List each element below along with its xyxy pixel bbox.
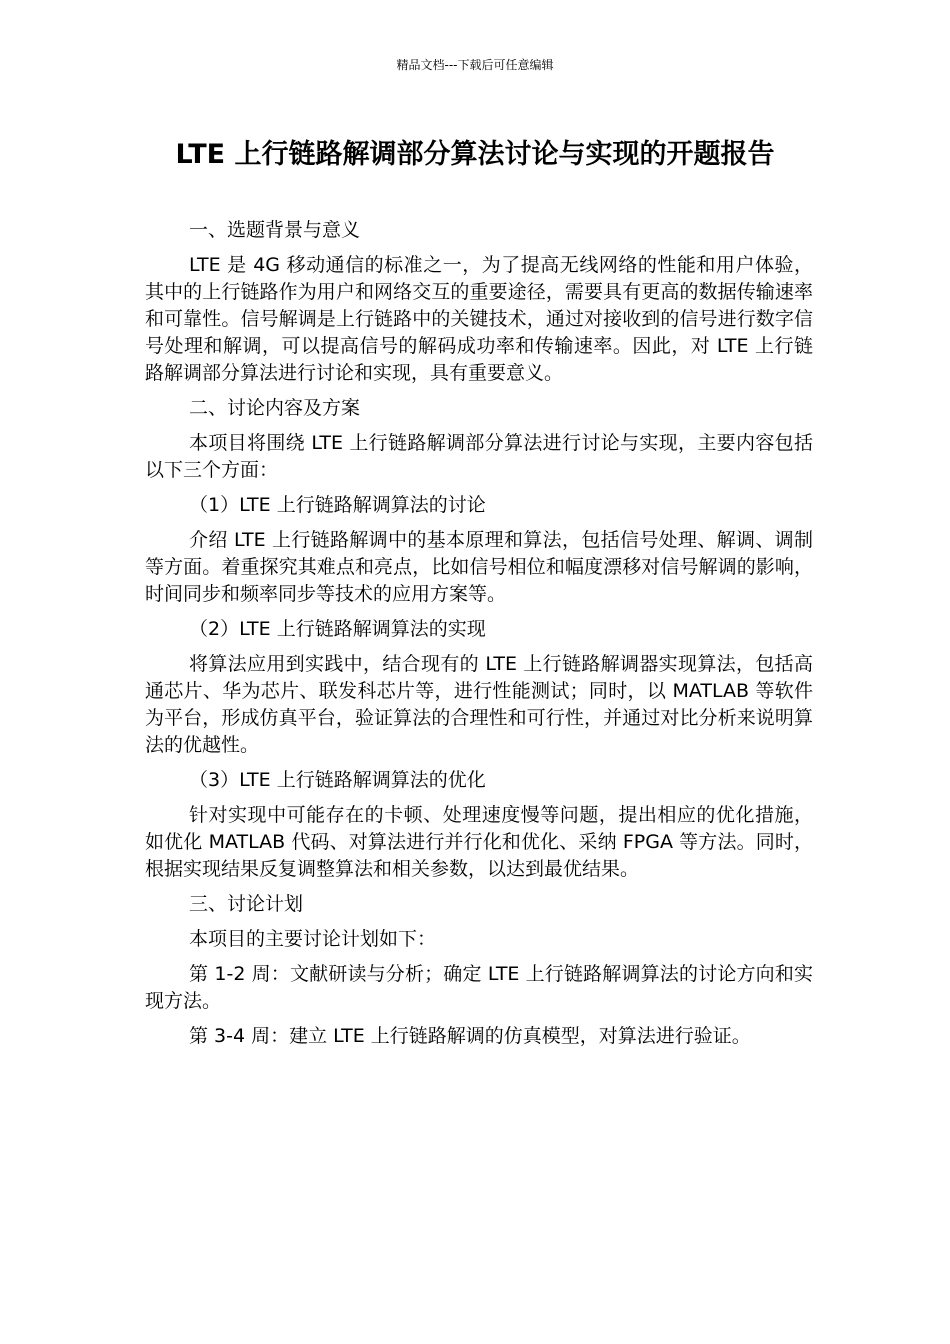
paragraph-plan-week-1-2: 第 1-2 周：文献研读与分析；确定 LTE 上行链路解调算法的讨论方向和实现方法。 — [145, 963, 813, 1012]
paragraph-discussion: 介绍 LTE 上行链路解调中的基本原理和算法，包括信号处理、解调、调制等方面。着重探究其难点和亮点，比如信号相位和幅度漂移对信号解调的影响，时间同步和频率同步等技术的应用方案等。 — [145, 529, 813, 605]
paragraph-implementation: 将算法应用到实践中，结合现有的 LTE 上行链路解调器实现算法，包括高通芯片、华为芯片、联发科芯片等，进行性能测试；同时，以 MATLAB 等软件为平台，形成仿真平台，验证算法的合理性和可行性，并通过对比分析来说明算法的优越性。 — [145, 653, 813, 756]
page-header-note: 精品文档---下载后可任意编辑 — [396, 58, 554, 72]
document-title: LTE 上行链路解调部分算法讨论与实现的开题报告 — [175, 139, 775, 170]
section-heading-background: 一、选题背景与意义 — [189, 219, 361, 241]
paragraph-optimization: 针对实现中可能存在的卡顿、处理速度慢等问题，提出相应的优化措施，如优化 MATLAB 代码、对算法进行并行化和优化、采纳 FPGA 等方法。同时，根据实现结果反复调整算法和相关参数，以达到最优结果。 — [145, 804, 813, 880]
paragraph-background: LTE 是 4G 移动通信的标准之一，为了提高无线网络的性能和用户体验，其中的上行链路作为用户和网络交互的重要途径，需要具有更高的数据传输速率和可靠性。信号解调是上行链路中的关键技术，通过对接收到的信号进行数字信号处理和解调，可以提高信号的解码成功率和传输速率。因此，对 LTE 上行链路解调部分算法进行讨论和实现，具有重要意义。 — [145, 254, 813, 384]
section-heading-plan: 三、讨论计划 — [189, 893, 304, 915]
paragraph-plan-intro: 本项目的主要讨论计划如下： — [189, 928, 437, 950]
subheading-optimization: （3）LTE 上行链路解调算法的优化 — [189, 769, 486, 791]
paragraph-content-intro: 本项目将围绕 LTE 上行链路解调部分算法进行讨论与实现，主要内容包括以下三个方面： — [145, 432, 813, 481]
paragraph-plan-week-3-4: 第 3-4 周：建立 LTE 上行链路解调的仿真模型，对算法进行验证。 — [189, 1025, 751, 1047]
subheading-discussion: （1）LTE 上行链路解调算法的讨论 — [189, 494, 486, 516]
document-body — [145, 217, 813, 1058]
subheading-implementation: （2）LTE 上行链路解调算法的实现 — [189, 618, 486, 640]
section-heading-content: 二、讨论内容及方案 — [189, 397, 361, 419]
